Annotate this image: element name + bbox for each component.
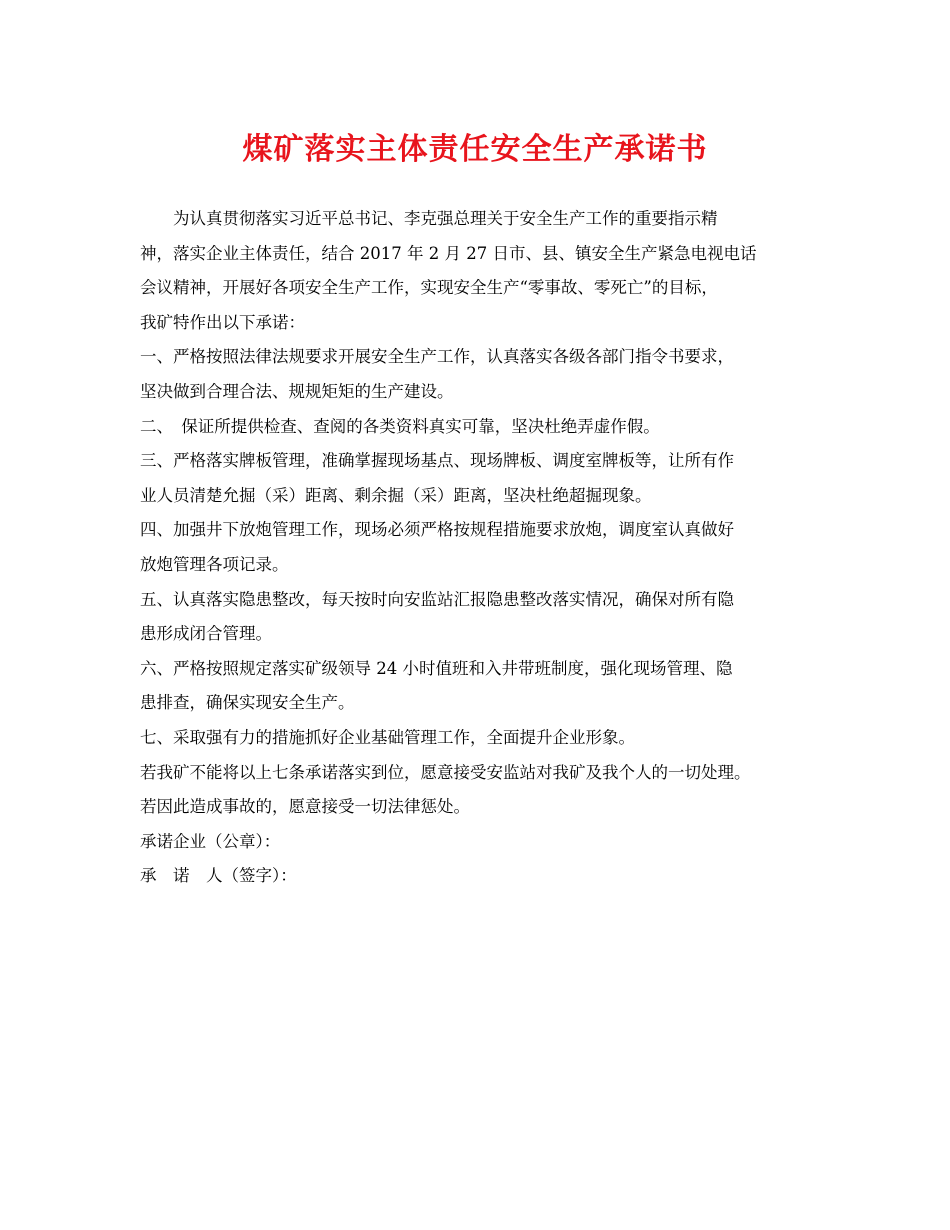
commitment-6-line: 患排查，确保实现安全生产。 [140, 693, 355, 713]
commitment-2-line: 二、 保证所提供检查、查阅的各类资料真实可靠，坚决杜绝弄虚作假。 [140, 416, 660, 436]
commitment-5-line: 五、认真落实隐患整改，每天按时向安监站汇报隐患整改落实情况，确保对所有隐 [140, 589, 734, 609]
closing-line: 若因此造成事故的，愿意接受一切法律惩处。 [140, 797, 470, 817]
document-title: 煤矿落实主体责任安全生产承诺书 [242, 132, 708, 167]
company-seal-label: 承诺企业（公章）： [140, 831, 281, 851]
intro-line: 会议精神，开展好各项安全生产工作，实现安全生产“零事故、零死亡”的目标， [140, 278, 718, 298]
document-body [140, 202, 840, 894]
commitment-5-line: 患形成闭合管理。 [140, 624, 272, 644]
intro-line: 为认真贯彻落实习近平总书记、李克强总理关于安全生产工作的重要指示精 [140, 209, 718, 228]
commitment-3-line: 业人员清楚允掘（采）距离、剩余掘（采）距离，坚决杜绝超掘现象。 [140, 485, 652, 505]
commitment-1-line: 坚决做到合理合法、规规矩矩的生产建设。 [140, 381, 454, 401]
intro-line: 我矿特作出以下承诺： [140, 312, 305, 332]
signatory-label: 承 诺 人（签字）： [140, 866, 297, 886]
commitment-3-line: 三、严格落实牌板管理，准确掌握现场基点、现场牌板、调度室牌板等，让所有作 [140, 451, 734, 471]
commitment-6-line: 六、严格按照规定落实矿级领导 24 小时值班和入井带班制度，强化现场管理、隐 [140, 658, 733, 678]
commitment-4-line: 四、加强井下放炮管理工作，现场必须严格按规程措施要求放炮，调度室认真做好 [140, 520, 734, 540]
commitment-7-line: 七、采取强有力的措施抓好企业基础管理工作，全面提升企业形象。 [140, 727, 635, 747]
intro-line: 神，落实企业主体责任，结合 2017 年 2 月 27 日市、县、镇安全生产紧急电视电话 [140, 243, 757, 263]
commitment-4-line: 放炮管理各项记录。 [140, 554, 289, 574]
closing-line: 若我矿不能将以上七条承诺落实到位，愿意接受安监站对我矿及我个人的一切处理。 [140, 762, 751, 782]
commitment-1-line: 一、严格按照法律法规要求开展安全生产工作，认真落实各级各部门指令书要求， [140, 347, 734, 367]
